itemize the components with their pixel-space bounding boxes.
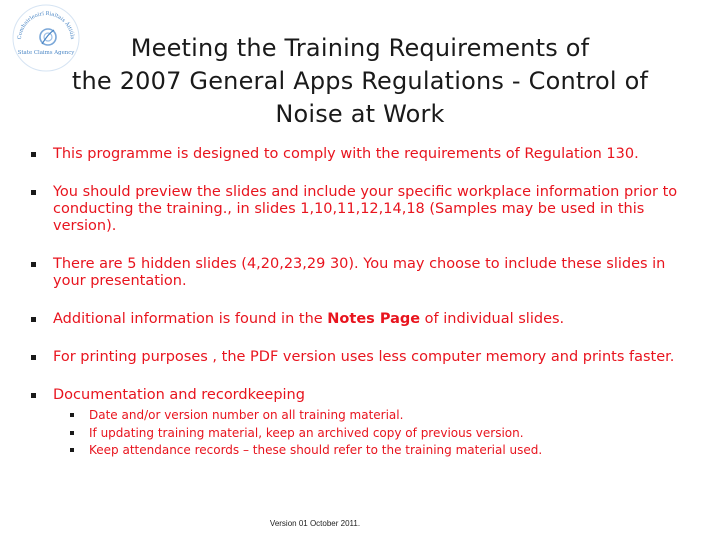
- square-bullet-icon: [70, 413, 74, 417]
- bullet-text-after: of individual slides.: [420, 311, 565, 327]
- sub-bullet-item: [53, 425, 702, 443]
- logo-arc-text: Comhairleoirí Rialtais Áitiúla: [16, 10, 76, 40]
- bullet-text: For printing purposes , the PDF version uses less computer memory and prints faster.: [53, 349, 675, 365]
- bullet-text-before: Additional information is found in the: [53, 311, 328, 327]
- notes-page-emphasis: Notes Page: [327, 311, 421, 327]
- sub-bullet-item: [53, 442, 702, 460]
- bullet-item: [30, 184, 702, 235]
- bullet-item: [30, 146, 702, 163]
- square-bullet-icon: [31, 393, 36, 398]
- bullet-item: [30, 311, 702, 328]
- square-bullet-icon: [70, 448, 74, 452]
- bullet-text: There are 5 hidden slides (4,20,23,29 30). You may choose to include these slides in your presentation.: [53, 256, 666, 289]
- square-bullet-icon: [31, 190, 36, 195]
- sub-bullet-text: Date and/or version number on all training material.: [89, 408, 404, 422]
- bullet-text: You should preview the slides and include your specific workplace information prior to conducting the training., in slides 1,10,11,12,14,18 (Samples may be used in this version).: [53, 184, 678, 234]
- square-bullet-icon: [70, 431, 74, 435]
- square-bullet-icon: [31, 262, 36, 267]
- bullet-text: Documentation and recordkeeping: [53, 387, 305, 403]
- sub-bullet-list: [53, 407, 702, 460]
- bullet-item: [30, 387, 702, 460]
- title-line-2: the 2007 General Apps Regulations - Control of: [71, 67, 649, 95]
- bullet-list: [30, 146, 702, 460]
- version-footer: Version 01 October 2011.: [269, 519, 361, 528]
- sub-bullet-item: [53, 407, 702, 425]
- slide-title: [0, 32, 720, 131]
- bullet-item: [30, 349, 702, 366]
- bullet-text: This programme is designed to comply with the requirements of Regulation 130.: [53, 146, 639, 162]
- title-line-1: Meeting the Training Requirements of: [130, 34, 590, 62]
- square-bullet-icon: [31, 355, 36, 360]
- logo-agency-name: State Claims Agency: [17, 50, 75, 56]
- sub-bullet-text: If updating training material, keep an archived copy of previous version.: [89, 425, 524, 440]
- bullet-item: [30, 256, 702, 290]
- square-bullet-icon: [31, 317, 36, 322]
- title-line-3: Noise at Work: [275, 100, 445, 128]
- sub-bullet-text: Keep attendance records – these should refer to the training material used.: [89, 443, 543, 457]
- square-bullet-icon: [31, 152, 36, 157]
